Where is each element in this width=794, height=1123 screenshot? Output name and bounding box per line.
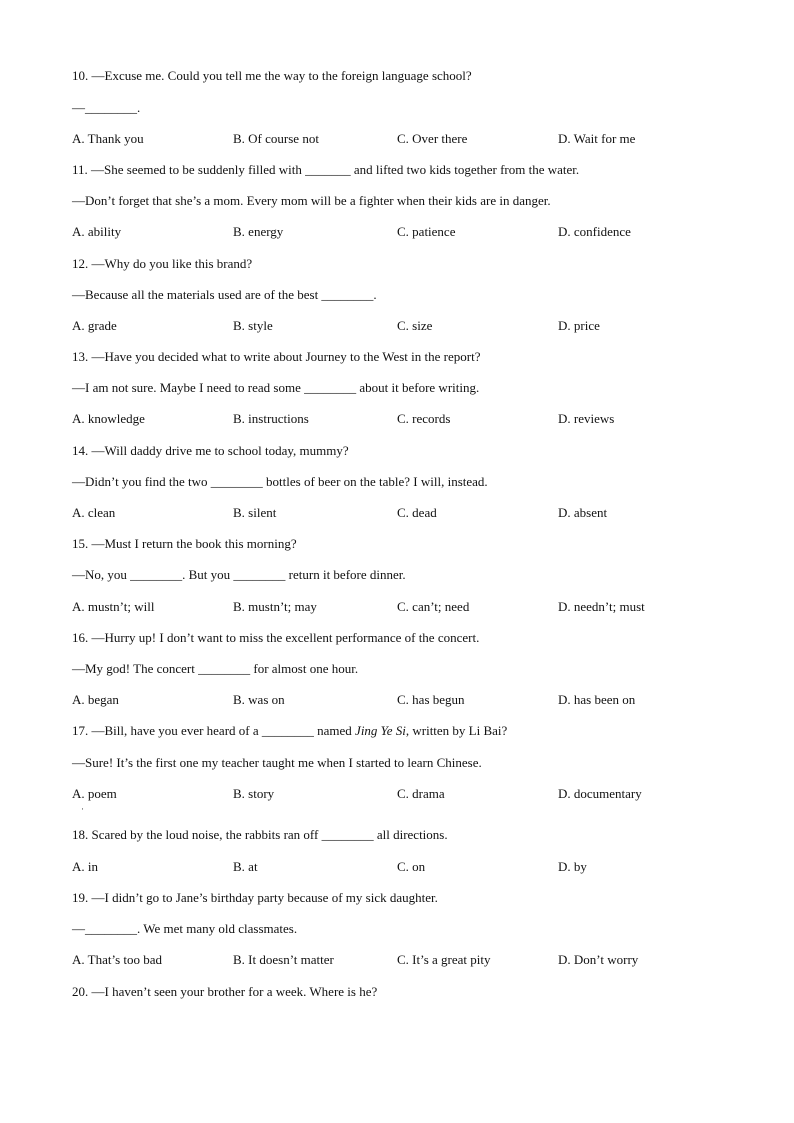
q10-prompt: 10. —Excuse me. Could you tell me the way to the foreign language school? xyxy=(72,68,472,83)
q10-reply: —________. xyxy=(72,100,141,115)
q12-option-a: A. grade xyxy=(72,318,117,333)
q16-reply: —My god! The concert ________ for almost one hour. xyxy=(72,661,359,676)
q15-prompt: 15. —Must I return the book this morning? xyxy=(72,536,297,551)
q14-option-d: D. absent xyxy=(558,505,608,520)
q11-reply: —Don’t forget that she’s a mom. Every mom will be a fighter when their kids are in danger. xyxy=(72,193,551,208)
q13-option-d: D. reviews xyxy=(558,411,615,426)
q12-reply: —Because all the materials used are of the best ________. xyxy=(72,287,377,302)
q18-option-b: B. at xyxy=(233,859,258,874)
q17-poem-title: Jing Ye Si xyxy=(355,723,406,738)
q11-option-d: D. confidence xyxy=(558,224,631,239)
q17-prompt-before: 17. —Bill, have you ever heard of a ________ named xyxy=(72,723,356,738)
q18-prompt: 18. Scared by the loud noise, the rabbits ran off ________ all directions. xyxy=(72,827,448,842)
q18-option-d: D. by xyxy=(558,859,587,874)
q14-option-b: B. silent xyxy=(233,505,277,520)
q19-option-d: D. Don’t worry xyxy=(558,952,639,967)
q11-option-a: A. ability xyxy=(72,224,122,239)
q12-prompt: 12. —Why do you like this brand? xyxy=(72,256,253,271)
q19-option-b: B. It doesn’t matter xyxy=(233,952,334,967)
q10-option-c: C. Over there xyxy=(397,131,468,146)
q15-option-c: C. can’t; need xyxy=(397,599,470,614)
q19-option-c: C. It’s a great pity xyxy=(397,952,491,967)
q10-option-b: B. Of course not xyxy=(233,131,319,146)
q13-option-b: B. instructions xyxy=(233,411,309,426)
q12-option-d: D. price xyxy=(558,318,600,333)
q17-option-b: B. story xyxy=(233,786,275,801)
stray-dot-mark: · xyxy=(81,804,84,814)
q19-prompt: 19. —I didn’t go to Jane’s birthday party because of my sick daughter. xyxy=(72,890,438,905)
q15-reply: —No, you ________. But you ________ return it before dinner. xyxy=(72,567,406,582)
q18-option-a: A. in xyxy=(72,859,98,874)
q15-option-b: B. mustn’t; may xyxy=(233,599,317,614)
q19-reply: —________. We met many old classmates. xyxy=(72,921,298,936)
q11-option-b: B. energy xyxy=(233,224,284,239)
q17-prompt xyxy=(72,723,507,739)
q18-option-c: C. on xyxy=(397,859,426,874)
q14-reply: —Didn’t you find the two ________ bottles of beer on the table? I will, instead. xyxy=(72,474,488,489)
q14-option-a: A. clean xyxy=(72,505,116,520)
q16-option-d: D. has been on xyxy=(558,692,636,707)
q13-prompt: 13. —Have you decided what to write about Journey to the West in the report? xyxy=(72,349,481,364)
q13-option-c: C. records xyxy=(397,411,451,426)
q10-option-d: D. Wait for me xyxy=(558,131,636,146)
q13-reply: —I am not sure. Maybe I need to read some ________ about it before writing. xyxy=(72,380,480,395)
q11-prompt: 11. —She seemed to be suddenly filled with _______ and lifted two kids together from the water. xyxy=(72,162,580,177)
q15-option-d: D. needn’t; must xyxy=(558,599,645,614)
q13-option-a: A. knowledge xyxy=(72,411,145,426)
q12-option-b: B. style xyxy=(233,318,273,333)
q20-prompt: 20. —I haven’t seen your brother for a week. Where is he? xyxy=(72,984,378,999)
q14-option-c: C. dead xyxy=(397,505,437,520)
q16-option-b: B. was on xyxy=(233,692,285,707)
q15-option-a: A. mustn’t; will xyxy=(72,599,155,614)
q17-option-a: A. poem xyxy=(72,786,117,801)
q16-option-c: C. has begun xyxy=(397,692,465,707)
q19-option-a: A. That’s too bad xyxy=(72,952,163,967)
q12-option-c: C. size xyxy=(397,318,433,333)
q17-option-c: C. drama xyxy=(397,786,445,801)
q16-option-a: A. began xyxy=(72,692,119,707)
q17-reply: —Sure! It’s the first one my teacher taught me when I started to learn Chinese. xyxy=(72,755,482,770)
q14-prompt: 14. —Will daddy drive me to school today, mummy? xyxy=(72,443,349,458)
q17-option-d: D. documentary xyxy=(558,786,642,801)
q10-option-a: A. Thank you xyxy=(72,131,144,146)
q17-prompt-after: , written by Li Bai? xyxy=(405,723,508,738)
q16-prompt: 16. —Hurry up! I don’t want to miss the excellent performance of the concert. xyxy=(72,630,480,645)
q11-option-c: C. patience xyxy=(397,224,456,239)
